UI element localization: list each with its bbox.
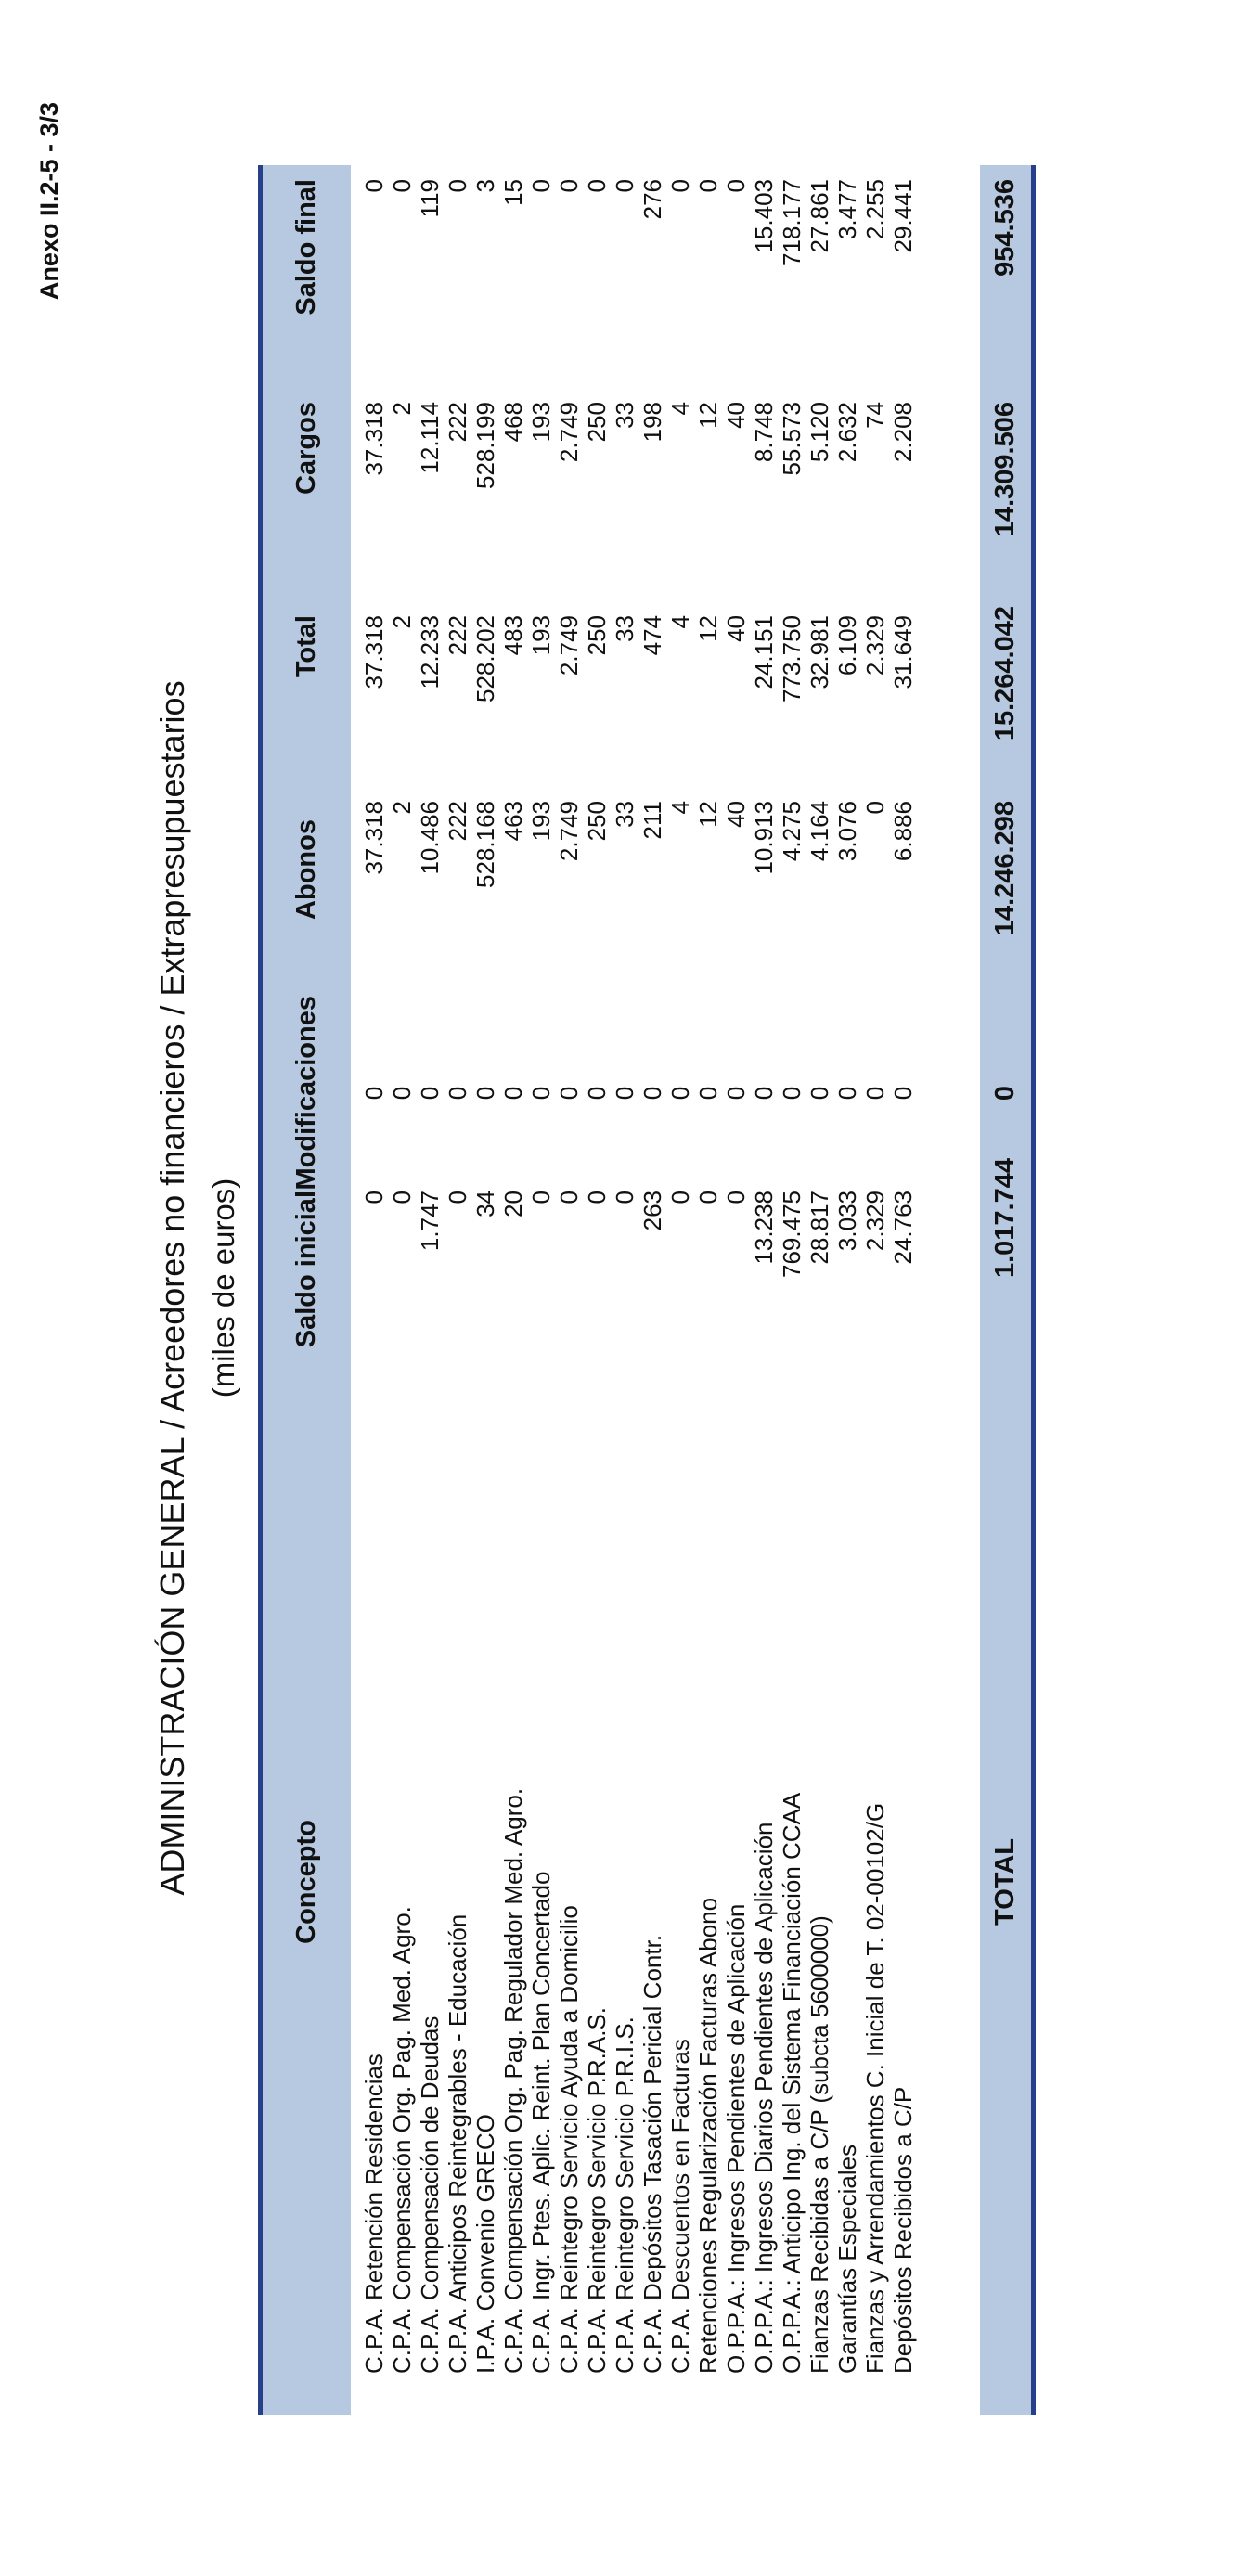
cell-total: 2	[388, 615, 416, 629]
cell-saldo-inicial: 0	[360, 1191, 388, 1204]
table-row	[889, 165, 917, 2415]
cell-saldo-final: 15.403	[750, 179, 778, 253]
cell-saldo-final: 718.177	[778, 179, 806, 266]
cell-saldo-final: 276	[638, 179, 666, 220]
cell-concepto: Fianzas Recibidas a C/P (subcta 5600000)	[806, 1915, 833, 2374]
cell-abonos: 10.913	[750, 801, 778, 875]
cell-saldo-inicial: 0	[583, 1191, 611, 1204]
cell-concepto: Garantías Especiales	[833, 2144, 861, 2374]
cell-abonos: 528.168	[471, 801, 499, 888]
table-row	[666, 165, 694, 2415]
cell-total: 12.233	[416, 615, 444, 689]
table-body	[360, 165, 917, 2415]
header-total: Total	[291, 615, 321, 678]
cell-concepto: Depósitos Recibidos a C/P	[889, 2086, 917, 2374]
cell-saldo-final: 0	[694, 179, 722, 193]
cell-cargos: 74	[861, 402, 889, 429]
cell-saldo-inicial: 24.763	[889, 1191, 917, 1265]
cell-cargos: 55.573	[778, 402, 806, 476]
cell-concepto: C.P.A. Compensación Org. Pag. Regulador Med. Agro.	[499, 1787, 527, 2374]
table-row	[444, 165, 471, 2415]
cell-concepto: C.P.A. Ingr. Ptes. Aplic. Reint. Plan Concertado	[527, 1871, 555, 2374]
cell-saldo-inicial: 34	[471, 1191, 499, 1217]
table-total-row	[980, 165, 1036, 2415]
cell-cargos: 8.748	[750, 402, 778, 463]
cell-saldo-inicial: 1.747	[416, 1191, 444, 1252]
cell-saldo-inicial: 3.033	[833, 1191, 861, 1252]
header-cargos: Cargos	[291, 402, 321, 495]
cell-concepto: O.P.P.A.: Ingresos Diarios Pendientes de Aplicación	[750, 1822, 778, 2374]
table-row	[471, 165, 499, 2415]
cell-saldo-final: 2.255	[861, 179, 889, 240]
table-row	[778, 165, 806, 2415]
cell-abonos: 2.749	[555, 801, 583, 862]
cell-abonos: 37.318	[360, 801, 388, 875]
cell-saldo-final: 29.441	[889, 179, 917, 253]
cell-abonos: 3.076	[833, 801, 861, 862]
cell-abonos: 6.886	[889, 801, 917, 862]
cell-cargos: 33	[611, 402, 638, 429]
table-row	[833, 165, 861, 2415]
cell-cargos: 193	[527, 402, 555, 443]
cell-concepto: C.P.A. Reintegro Servicio Ayuda a Domicilio	[555, 1905, 583, 2374]
total-label: TOTAL	[990, 1838, 1020, 1926]
cell-modificaciones: 0	[861, 1086, 889, 1101]
annex-label: Anexo II.2-5 - 3/3	[35, 102, 63, 301]
cell-abonos: 4.164	[806, 801, 833, 862]
cell-saldo-final: 27.861	[806, 179, 833, 253]
cell-modificaciones: 0	[750, 1086, 778, 1101]
cell-concepto: C.P.A. Reintegro Servicio P.R.I.S.	[611, 2016, 638, 2374]
cell-abonos: 463	[499, 801, 527, 842]
cell-saldo-final: 0	[666, 179, 694, 193]
cell-modificaciones: 0	[444, 1086, 471, 1101]
cell-saldo-inicial: 263	[638, 1191, 666, 1231]
cell-saldo-inicial: 20	[499, 1191, 527, 1217]
cell-modificaciones: 0	[806, 1086, 833, 1101]
cell-cargos: 2	[388, 402, 416, 416]
cell-total: 37.318	[360, 615, 388, 689]
cell-modificaciones: 0	[583, 1086, 611, 1101]
cell-total: 24.151	[750, 615, 778, 689]
cell-saldo-final: 0	[388, 179, 416, 193]
table-row	[722, 165, 750, 2415]
cell-concepto: C.P.A. Anticipos Reintegrables - Educación	[444, 1913, 471, 2374]
cell-modificaciones: 0	[833, 1086, 861, 1101]
cell-saldo-inicial: 0	[444, 1191, 471, 1204]
total-saldo-final: 954.536	[990, 179, 1020, 277]
cell-total: 6.109	[833, 615, 861, 676]
cell-abonos: 2	[388, 801, 416, 815]
cell-concepto: C.P.A. Reintegro Servicio P.R.A.S.	[583, 2006, 611, 2374]
cell-cargos: 222	[444, 402, 471, 443]
cell-total: 483	[499, 615, 527, 656]
cell-modificaciones: 0	[388, 1086, 416, 1101]
table-row	[416, 165, 444, 2415]
cell-cargos: 468	[499, 402, 527, 443]
cell-modificaciones: 0	[499, 1086, 527, 1101]
cell-saldo-inicial: 2.329	[861, 1191, 889, 1252]
total-modificaciones: 0	[990, 1085, 1020, 1101]
cell-total: 250	[583, 615, 611, 656]
cell-abonos: 10.486	[416, 801, 444, 875]
table-header	[258, 165, 351, 2415]
cell-cargos: 5.120	[806, 402, 833, 463]
table-row	[750, 165, 778, 2415]
cell-concepto: O.P.P.A.: Ingresos Pendientes de Aplicación	[722, 1903, 750, 2374]
cell-saldo-final: 0	[722, 179, 750, 193]
cell-modificaciones: 0	[611, 1086, 638, 1101]
cell-saldo-inicial: 28.817	[806, 1191, 833, 1265]
header-abonos: Abonos	[291, 819, 321, 920]
cell-concepto: Fianzas y Arrendamientos C. Inicial de T. 02-00102/G	[861, 1802, 889, 2374]
cell-saldo-inicial: 0	[694, 1191, 722, 1204]
cell-total: 528.202	[471, 615, 499, 702]
cell-cargos: 4	[666, 402, 694, 416]
cell-saldo-inicial: 0	[555, 1191, 583, 1204]
cell-concepto: C.P.A. Compensación Org. Pag. Med. Agro.	[388, 1906, 416, 2374]
cell-concepto: C.P.A. Descuentos en Facturas	[666, 2039, 694, 2374]
cell-saldo-inicial: 0	[666, 1191, 694, 1204]
table-row	[806, 165, 833, 2415]
cell-total: 2.329	[861, 615, 889, 676]
total-total: 15.264.042	[990, 606, 1020, 741]
cell-modificaciones: 0	[471, 1086, 499, 1101]
total-saldo-inicial: 1.017.744	[990, 1158, 1020, 1279]
cell-cargos: 40	[722, 402, 750, 429]
header-saldo-final: Saldo final	[291, 179, 321, 316]
cell-abonos: 222	[444, 801, 471, 842]
header-modificaciones: Modificaciones	[291, 996, 321, 1191]
header-saldo-inicial: Saldo inicial	[291, 1191, 321, 1348]
cell-abonos: 250	[583, 801, 611, 842]
cell-modificaciones: 0	[666, 1086, 694, 1101]
table-row	[861, 165, 889, 2415]
cell-modificaciones: 0	[555, 1086, 583, 1101]
balance-table	[258, 165, 1036, 2415]
cell-cargos: 12.114	[416, 402, 444, 474]
cell-saldo-inicial: 769.475	[778, 1191, 806, 1278]
cell-saldo-inicial: 13.238	[750, 1191, 778, 1265]
cell-cargos: 198	[638, 402, 666, 443]
cell-abonos: 0	[861, 801, 889, 815]
cell-saldo-inicial: 0	[527, 1191, 555, 1204]
cell-cargos: 528.199	[471, 402, 499, 489]
cell-saldo-inicial: 0	[722, 1191, 750, 1204]
cell-total: 4	[666, 615, 694, 629]
cell-concepto: Retenciones Regularización Facturas Abono	[694, 1897, 722, 2374]
table-row	[388, 165, 416, 2415]
cell-modificaciones: 0	[778, 1086, 806, 1101]
cell-abonos: 4.275	[778, 801, 806, 862]
table-row	[583, 165, 611, 2415]
table-row	[527, 165, 555, 2415]
total-cargos: 14.309.506	[990, 402, 1020, 537]
cell-saldo-final: 3.477	[833, 179, 861, 240]
header-concepto: Concepto	[291, 1820, 321, 1944]
table-row	[638, 165, 666, 2415]
cell-saldo-final: 0	[555, 179, 583, 193]
cell-saldo-final: 0	[583, 179, 611, 193]
cell-cargos: 2.208	[889, 402, 917, 463]
table-row	[360, 165, 388, 2415]
cell-total: 474	[638, 615, 666, 656]
table-row	[499, 165, 527, 2415]
cell-modificaciones: 0	[360, 1086, 388, 1101]
cell-total: 193	[527, 615, 555, 656]
table-row	[694, 165, 722, 2415]
cell-total: 222	[444, 615, 471, 656]
cell-saldo-final: 0	[527, 179, 555, 193]
cell-cargos: 37.318	[360, 402, 388, 476]
cell-cargos: 2.749	[555, 402, 583, 463]
cell-total: 31.649	[889, 615, 917, 689]
cell-abonos: 193	[527, 801, 555, 842]
cell-total: 33	[611, 615, 638, 642]
table-row	[555, 165, 583, 2415]
cell-concepto: O.P.P.A.: Anticipo Ing. del Sistema Financiación CCAA	[778, 1792, 806, 2374]
cell-abonos: 33	[611, 801, 638, 828]
page-subtitle: (miles de euros)	[206, 1178, 240, 1398]
cell-saldo-final: 15	[499, 179, 527, 206]
cell-abonos: 12	[694, 801, 722, 828]
cell-concepto: C.P.A. Retención Residencias	[360, 2054, 388, 2374]
total-abonos: 14.246.298	[990, 801, 1020, 936]
cell-modificaciones: 0	[416, 1086, 444, 1101]
table-row	[611, 165, 638, 2415]
cell-abonos: 211	[638, 801, 666, 840]
cell-total: 2.749	[555, 615, 583, 676]
cell-saldo-final: 0	[444, 179, 471, 193]
cell-saldo-final: 0	[611, 179, 638, 193]
cell-abonos: 40	[722, 801, 750, 828]
cell-total: 773.750	[778, 615, 806, 702]
cell-saldo-final: 0	[360, 179, 388, 193]
cell-modificaciones: 0	[527, 1086, 555, 1101]
page-title: ADMINISTRACIÓN GENERAL / Acreedores no financieros / Extrapresupuestarios	[153, 680, 191, 1896]
cell-modificaciones: 0	[638, 1086, 666, 1101]
cell-concepto: C.P.A. Depósitos Tasación Pericial Contr.	[638, 1934, 666, 2374]
cell-total: 12	[694, 615, 722, 642]
cell-modificaciones: 0	[694, 1086, 722, 1101]
cell-saldo-inicial: 0	[388, 1191, 416, 1204]
cell-saldo-final: 3	[471, 179, 499, 193]
cell-cargos: 250	[583, 402, 611, 443]
cell-total: 32.981	[806, 615, 833, 689]
cell-modificaciones: 0	[889, 1086, 917, 1101]
cell-cargos: 12	[694, 402, 722, 429]
cell-saldo-inicial: 0	[611, 1191, 638, 1204]
cell-total: 40	[722, 615, 750, 642]
cell-concepto: I.P.A. Convenio GRECO	[471, 2114, 499, 2374]
cell-concepto: C.P.A. Compensación de Deudas	[416, 2016, 444, 2374]
cell-abonos: 4	[666, 801, 694, 815]
cell-cargos: 2.632	[833, 402, 861, 463]
cell-saldo-final: 119	[416, 179, 444, 218]
cell-modificaciones: 0	[722, 1086, 750, 1101]
